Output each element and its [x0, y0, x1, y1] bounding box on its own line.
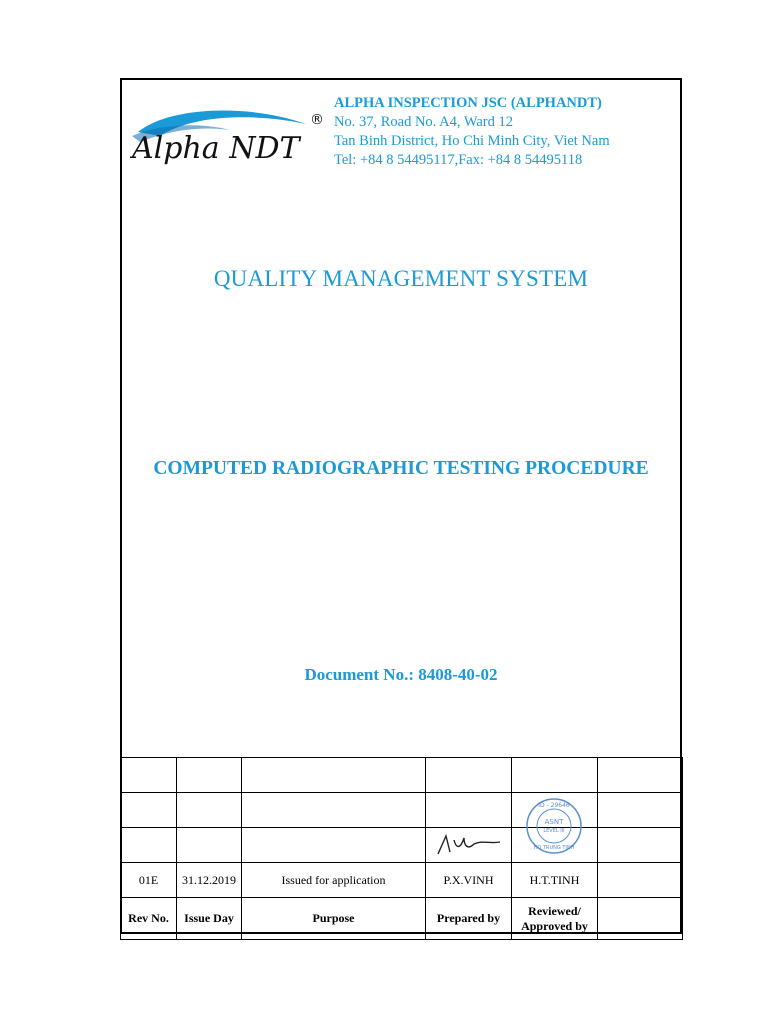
alphandt-logo	[130, 102, 326, 166]
signature	[434, 832, 504, 858]
contact-line: Tel: +84 8 54495117,Fax: +84 8 54495118	[334, 152, 583, 168]
svg-text:ASNT: ASNT	[544, 818, 564, 826]
svg-text:LEVEL III: LEVEL III	[543, 828, 565, 834]
rev-value: 01E	[121, 863, 177, 898]
date-value: 31.12.2019	[177, 863, 242, 898]
table-row	[121, 758, 683, 793]
document-frame	[120, 78, 682, 934]
procedure-title: COMPUTED RADIOGRAPHIC TESTING PROCEDURE	[153, 458, 649, 479]
document-number: Document No.: 8408-40-02	[304, 665, 498, 684]
header-prepared-by: Prepared by	[426, 898, 512, 940]
header-rev-no: Rev No.	[121, 898, 177, 940]
header-reviewed-approved: Reviewed/ Approved by	[512, 898, 598, 940]
address-line-2: Tan Binh District, Ho Chi Minh City, Viet Nam	[334, 133, 610, 149]
signature-cell	[426, 828, 512, 863]
svg-text:ID - 29646: ID - 29646	[538, 802, 570, 809]
header-empty	[598, 898, 683, 940]
table-row	[121, 793, 683, 828]
company-name: ALPHA INSPECTION JSC (ALPHANDT)	[334, 95, 602, 111]
header-purpose: Purpose	[242, 898, 426, 940]
asnt-stamp	[524, 796, 584, 856]
svg-text:Alpha NDT: Alpha NDT	[132, 131, 300, 166]
svg-text:HO TRUNG TINH: HO TRUNG TINH	[533, 845, 575, 851]
company-info	[334, 94, 610, 170]
header-issue-day: Issue Day	[177, 898, 242, 940]
stamp-cell	[512, 802, 598, 863]
purpose-value: Issued for application	[242, 863, 426, 898]
address-line-1: No. 37, Road No. A4, Ward 12	[334, 114, 513, 130]
table-row	[121, 863, 683, 898]
system-title: QUALITY MANAGEMENT SYSTEM	[213, 266, 589, 291]
prepared-by-value: P.X.VINH	[426, 863, 512, 898]
table-row	[121, 828, 683, 863]
approved-by-value: H.T.TINH	[512, 863, 598, 898]
svg-text:®: ®	[310, 112, 324, 128]
table-header-row	[121, 898, 683, 940]
revision-table	[120, 757, 683, 940]
